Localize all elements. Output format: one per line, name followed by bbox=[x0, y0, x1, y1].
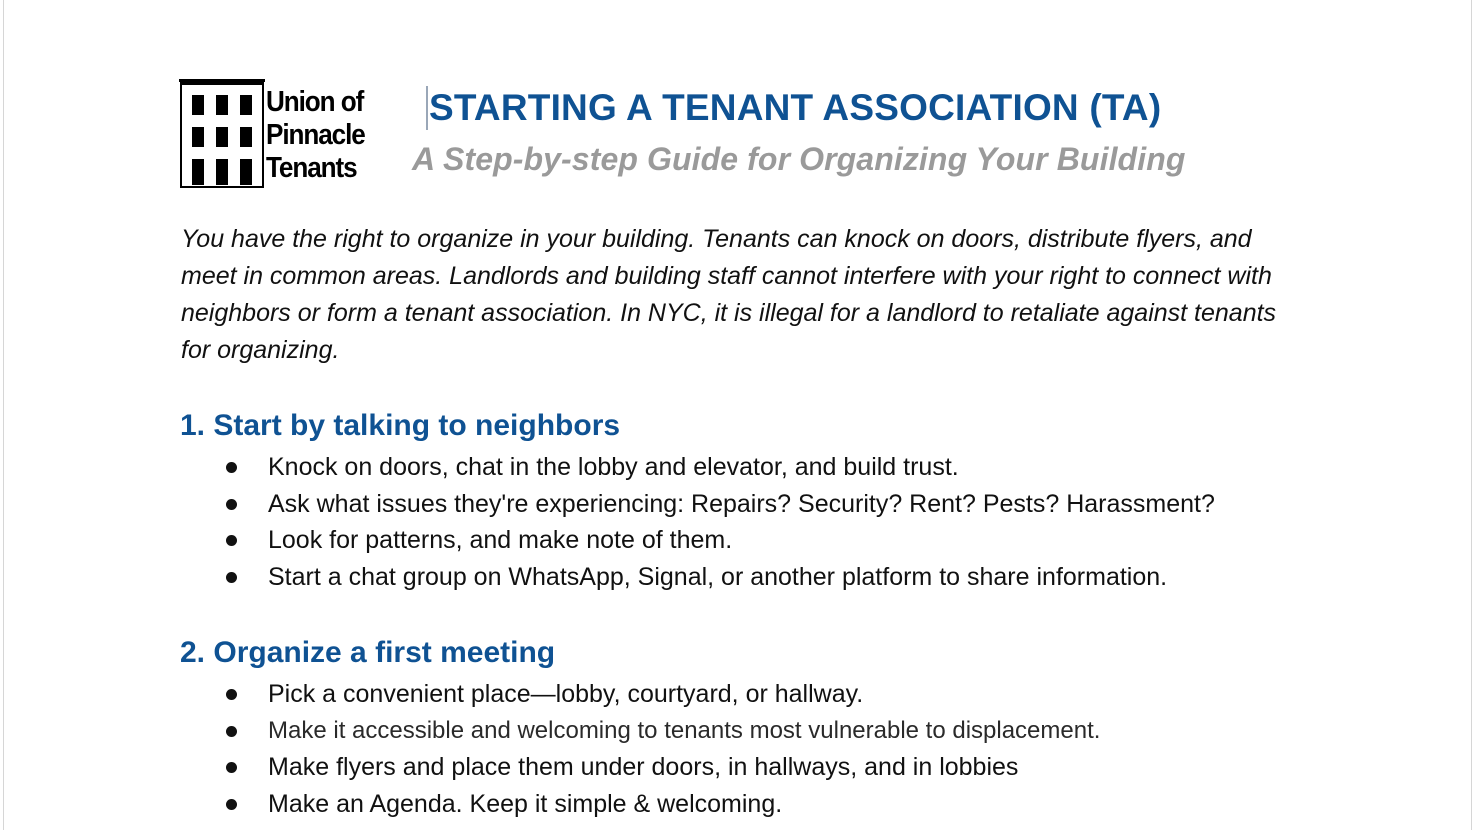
union-logo bbox=[180, 82, 386, 190]
page-title[interactable]: STARTING A TENANT ASSOCIATION (TA) bbox=[429, 87, 1162, 128]
list-item-text: Knock on doors, chat in the lobby and elevator, and build trust. bbox=[268, 453, 959, 481]
list-item-text: Make it accessible and welcoming to tenants most vulnerable to displacement. bbox=[268, 716, 1101, 744]
list-item-text: Ask what issues they're experiencing: Repairs? Security? Rent? Pests? Harassment? bbox=[268, 489, 1215, 518]
intro-paragraph[interactable]: You have the right to organize in your building. Tenants can knock on doors, distribute flyers, and meet in common areas. Landlords and building staff cannot interfere with your right to connect with neighbors or form a tenant association. In NYC, it is illegal for a landlord to retaliate against tenants for organizing. bbox=[181, 225, 1277, 364]
list-item-text: Start a chat group on WhatsApp, Signal, or another platform to share information. bbox=[268, 562, 1168, 591]
bullet-icon bbox=[226, 462, 237, 473]
bullet-icon bbox=[226, 726, 237, 737]
bullet-icon bbox=[226, 572, 237, 583]
logo-line-2: Pinnacle bbox=[266, 119, 365, 151]
bullet-icon bbox=[226, 689, 237, 700]
logo-wordmark bbox=[266, 86, 365, 185]
building-icon bbox=[180, 82, 264, 188]
list-item-text: Make flyers and place them under doors, in hallways, and in lobbies bbox=[268, 753, 1019, 782]
bullet-icon bbox=[226, 535, 237, 546]
bullet-icon bbox=[226, 762, 237, 773]
text-cursor bbox=[426, 86, 428, 130]
document-page bbox=[3, 0, 1472, 830]
list-item-text: Make an Agenda. Keep it simple & welcoming. bbox=[268, 789, 783, 818]
list-item-text: Look for patterns, and make note of them. bbox=[268, 526, 733, 555]
page-subtitle[interactable]: A Step-by-step Guide for Organizing Your Building bbox=[412, 141, 1186, 177]
section-heading-2[interactable]: 2. Organize a first meeting bbox=[180, 636, 556, 669]
section-heading-1[interactable]: 1. Start by talking to neighbors bbox=[180, 409, 621, 442]
bullet-icon bbox=[226, 499, 237, 510]
logo-line-3: Tenants bbox=[266, 152, 357, 184]
logo-line-1: Union of bbox=[266, 86, 364, 118]
list-item-text: Pick a convenient place—lobby, courtyard, or hallway. bbox=[268, 680, 864, 708]
bullet-icon bbox=[226, 799, 237, 810]
